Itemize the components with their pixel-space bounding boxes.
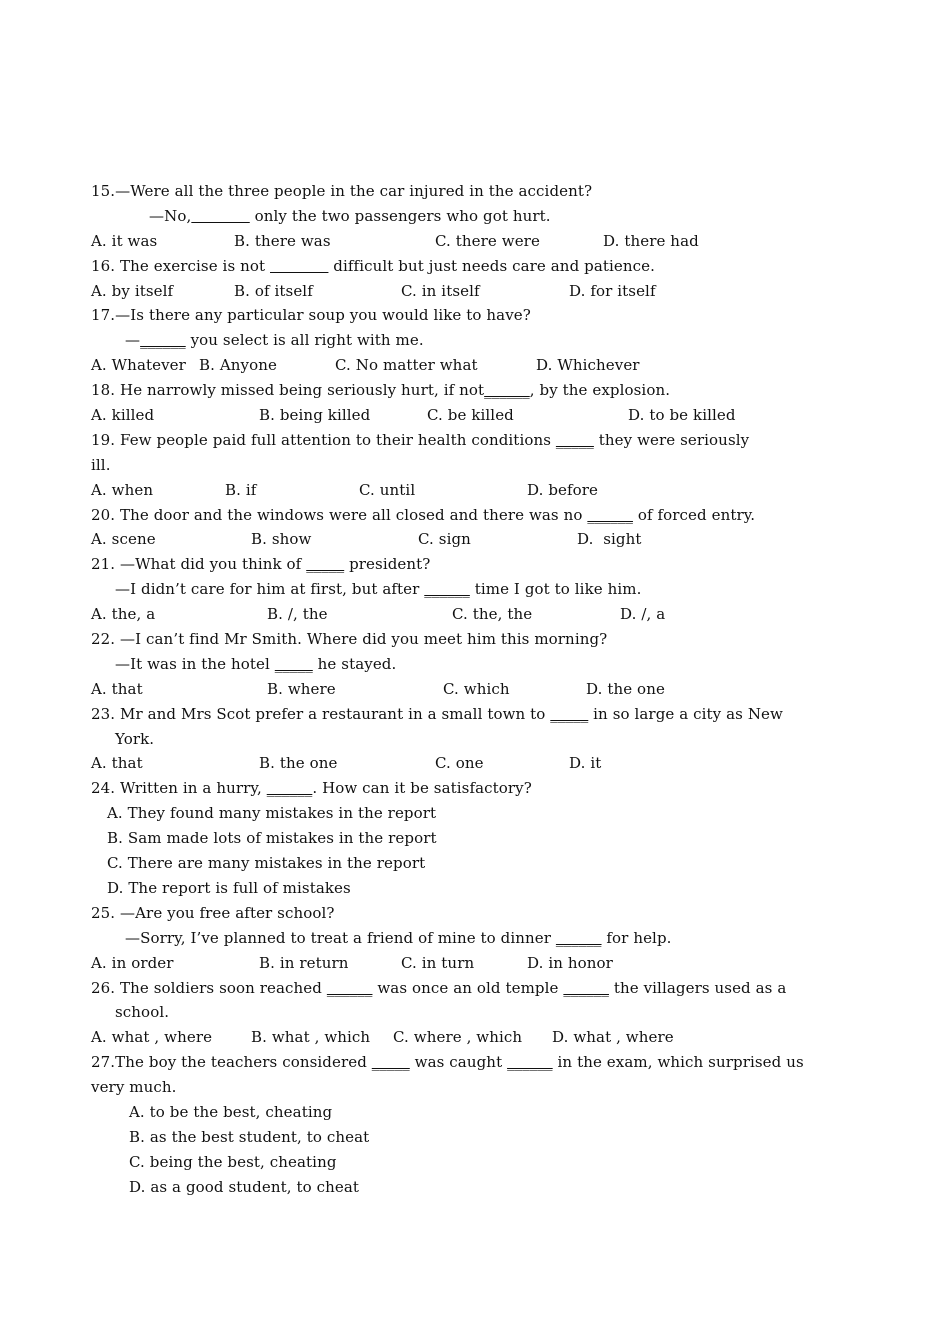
line-text: difficult but just needs care and patience. [328,256,655,275]
answer-options [91,951,871,976]
answer-options [91,677,871,702]
line-text: they were seriously [593,430,750,449]
answer-options [91,229,871,254]
answer-option: D. the one [586,679,665,698]
answer-option: D. in honor [527,953,613,972]
answer-blank: _____ [371,1053,410,1072]
question-line: C. being the best, cheating [129,1152,337,1171]
answer-option: A. by itself [91,281,174,300]
line-text: he stayed. [312,654,397,673]
line-text: in the exam, which surprised us [552,1053,804,1072]
answer-option: B. in return [259,953,349,972]
line-text: —No, [149,206,192,225]
answer-option: B. where [267,679,336,698]
answer-option: D. Whichever [536,356,640,375]
answer-blank: ______ [507,1053,553,1072]
answer-option: D. /, a [620,605,666,624]
question-line: B. as the best student, to cheat [129,1127,370,1146]
question-line [91,652,871,677]
answer-option: C. No matter what [335,356,478,375]
question-line [91,926,871,951]
answer-option: B. show [251,530,312,549]
question-line: 15.—Were all the three people in the car injured in the accident? [91,182,593,200]
question-line [91,254,871,279]
line-text: — [125,331,141,350]
line-text: only the two passengers who got hurt. [249,206,551,225]
answer-option: C. be killed [427,406,514,425]
answer-option: A. that [91,754,143,773]
question-line: 17.—Is there any particular soup you would like to have? [91,306,531,325]
answer-options [91,279,871,304]
answer-option: B. Anyone [199,356,277,375]
line-text: 16. The exercise is not [91,256,271,275]
answer-option: D. it [569,754,602,773]
line-text: —Sorry, I’ve planned to treat a friend of mine to dinner [125,928,556,947]
answer-blank: ______ [555,928,602,947]
answer-blank: _____ [274,654,313,673]
line-text: for help. [601,928,672,947]
answer-option: B. /, the [267,605,328,624]
answer-option: A. scene [91,530,156,549]
answer-option: C. until [359,480,416,499]
answer-option: D. sight [577,530,642,549]
answer-option: A. when [91,480,154,499]
answer-option: B. being killed [259,406,371,425]
answer-option: D. for itself [569,281,656,300]
answer-options [91,353,871,378]
answer-option: C. which [443,679,510,698]
line-text: —It was in the hotel [115,654,275,673]
line-text: 23. Mr and Mrs Scot prefer a restaurant in a small town to [91,704,551,723]
answer-blank [270,257,328,275]
line-text: 20. The door and the windows were all closed and there was no [91,505,588,524]
line-text: 18. He narrowly missed being seriously hurt, if not [91,381,485,400]
answer-options [91,403,871,428]
line-text: 21. —What did you think of [91,555,307,574]
answer-blank: _____ [306,555,345,574]
answer-option: C. where , which [393,1028,523,1047]
answer-option: A. in order [91,953,174,972]
answer-options [91,1025,871,1050]
answer-blank: _____ [550,704,589,723]
answer-option: D. there had [603,231,699,250]
answer-blank: ______ [484,381,530,400]
answer-blank: ______ [140,331,186,350]
answer-option: C. there were [435,231,540,250]
question-line: B. Sam made lots of mistakes in the report [107,829,437,848]
line-text: was caught [409,1053,508,1072]
line-text: . How can it be satisfactory? [312,779,532,798]
question-line: ill. [91,455,111,474]
answer-blank: ______ [326,978,373,997]
answer-option: C. the, the [452,605,533,624]
line-text: president? [344,555,431,574]
line-text: was once an old temple [372,978,564,997]
question-list [91,179,871,1200]
question-line: A. to be the best, cheating [129,1102,333,1121]
answer-options [91,751,871,776]
question-line [91,378,871,403]
answer-option: C. one [435,754,484,773]
answer-blank [191,207,249,225]
line-text: you select is all right with me. [185,331,424,350]
question-line: D. as a good student, to cheat [129,1177,360,1196]
question-line: C. There are many mistakes in the report [107,854,426,873]
answer-option: C. in itself [401,281,480,300]
line-text: the villagers used as a [608,978,787,997]
question-line [91,1050,871,1075]
question-line [91,976,871,1001]
question-line: very much. [91,1078,177,1097]
question-line [91,328,871,353]
line-text: time I got to like him. [469,580,642,599]
answer-option: D. what , where [552,1028,674,1047]
answer-option: A. that [91,679,143,698]
line-text: —I didn’t care for him at first, but after [115,580,425,599]
answer-option: A. killed [91,406,155,425]
answer-blank: _____ [555,430,594,449]
question-line: York. [115,729,155,748]
answer-options [91,527,871,552]
question-line: 25. —Are you free after school? [91,903,335,922]
line-text: of forced entry. [632,505,756,524]
answer-option: A. it was [91,231,158,250]
answer-blank: ______ [424,580,470,599]
question-line [91,702,871,727]
answer-option: B. if [225,480,257,499]
answer-option: A. what , where [91,1028,213,1047]
answer-option: B. the one [259,754,338,773]
answer-option: D. to be killed [628,406,736,425]
line-text: , by the explosion. [529,381,671,400]
answer-option: B. of itself [234,281,313,300]
line-text: 27.The boy the teachers considered [91,1053,372,1072]
answer-option: D. before [527,480,599,499]
answer-option: B. what , which [251,1028,371,1047]
answer-blank: ______ [563,978,609,997]
answer-option: A. Whatever [91,356,186,375]
line-text: 24. Written in a hurry, [91,779,267,798]
question-line: D. The report is full of mistakes [107,878,351,897]
question-line [91,577,871,602]
answer-options [91,602,871,627]
line-text: 19. Few people paid full attention to their health conditions [91,430,556,449]
answer-option: B. there was [234,231,331,250]
question-line [91,552,871,577]
line-text: in so large a city as New [588,704,783,723]
answer-blank: ______ [266,779,313,798]
answer-option: A. the, a [91,605,156,624]
question-line: school. [115,1003,170,1022]
answer-option: C. in turn [401,953,475,972]
question-line: 22. —I can’t find Mr Smith. Where did you meet him this morning? [91,630,608,649]
question-line [91,503,871,528]
line-text: 26. The soldiers soon reached [91,978,327,997]
question-line: A. They found many mistakes in the report [107,804,437,823]
answer-blank: ______ [587,505,633,524]
answer-option: C. sign [418,530,471,549]
question-line [91,776,871,801]
answer-options [91,478,871,503]
question-line [91,204,871,229]
question-line [91,428,871,453]
